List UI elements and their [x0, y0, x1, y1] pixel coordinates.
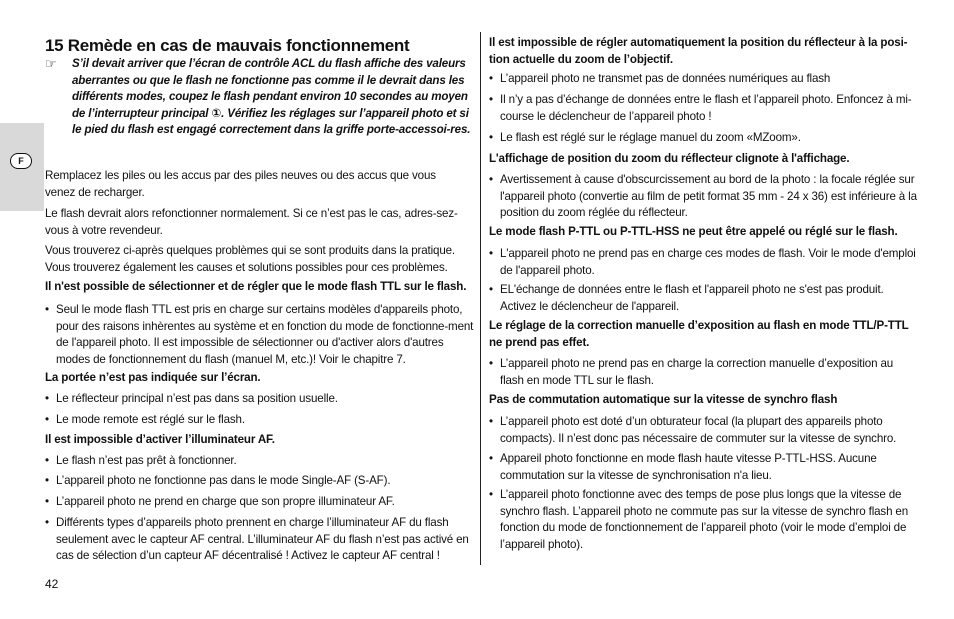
- heading-exposure-correction: Le réglage de la correction manuelle d’exposition au flash en mode TTL/P-TTL ne prend pas effet.: [489, 319, 909, 349]
- list-item: • L’appareil photo ne transmet pas de données numériques au flash: [489, 71, 919, 88]
- list-item: • L’appareil photo fonctionne avec des temps de pose plus longs que la vitesse de synchro flash. L’appareil photo ne commute pas sur la vitesse de synchro flash en fonction du mode de fonctionnement de l’appareil photo (voir le mode d’emploi de l’appareil photo).: [489, 487, 919, 553]
- list-item: • L’appareil photo ne prend en charge que son propre illuminateur AF.: [45, 494, 475, 511]
- page-number: 42: [45, 577, 59, 591]
- list-item: • L’appareil photo ne fonctionne pas dans le mode Single-AF (S-AF).: [45, 473, 475, 490]
- heading-range: La portée n’est pas indiquée sur l’écran.: [45, 371, 261, 384]
- list-item: • Le réflecteur principal n’est pas dans sa position usuelle.: [45, 391, 475, 408]
- language-tab: [0, 123, 44, 211]
- heading-zoom-blinks: L'affichage de position du zoom du réflecteur clignote à l'affichage.: [489, 152, 850, 165]
- list-item: • Le flash est réglé sur le réglage manuel du zoom «MZoom».: [489, 130, 919, 147]
- list-item: • L’appareil photo est doté d’un obturateur focal (la plupart des appareils photo compacts). Il n’est donc pas nécessaire de commuter sur la vitesse de synchro.: [489, 414, 919, 447]
- list-item: • Le mode remote est réglé sur le flash.: [45, 412, 475, 429]
- paragraph-1: Remplacez les piles ou les accus par des piles neuves ou des accus que vous venez de recharger.: [45, 169, 436, 199]
- list-item: • L’appareil photo ne prend pas en charge la correction manuelle d’exposition au flash en mode TTL sur le flash.: [489, 356, 919, 389]
- list-item: • EL'échange de données entre le flash et l'appareil photo ne s'est pas produit. Activez le déclencheur de l'appareil.: [489, 282, 919, 315]
- heading-sync-speed: Pas de commutation automatique sur la vitesse de synchro flash: [489, 393, 838, 406]
- page-title: 15 Remède en cas de mauvais fonctionnement: [45, 36, 410, 55]
- paragraph-2: Le flash devrait alors refonctionner normalement. Si ce n’est pas le cas, adres-sez-vous à votre revendeur.: [45, 207, 458, 237]
- paragraph-3: Vous trouverez ci-après quelques problèmes qui se sont produits dans la pratique. Vous trouverez également les causes et solutions possibles pour ces problèmes.: [45, 244, 455, 274]
- heading-ttl-only: Il n'est possible de sélectionner et de régler que le mode flash TTL sur le flash.: [45, 280, 467, 293]
- language-badge: F: [10, 153, 32, 169]
- list-item: • Seul le mode flash TTL est pris en charge sur certains modèles d'appareils photo, pour des raisons inhèrentes au système et en fonction du mode de fonctionne-ment de l'appareil photo. Il est impossible de sélectionner ou d'activer alors d'autres modes de fonctionnement du flash (manuel M, etc.)! Voir le chapitre 7.: [45, 302, 475, 368]
- list-item: • Avertissement à cause d'obscurcissement au bord de la photo : la focale réglée sur l'appareil photo (convertie au film de petit format 35 mm - 24 x 36) est inférieure à la position du zoom réglée du réflecteur.: [489, 172, 919, 222]
- pointing-hand-icon: ☞: [45, 56, 57, 71]
- list-item: • Le flash n’est pas prêt à fonctionner.: [45, 453, 475, 470]
- heading-zoom-position: Il est impossible de régler automatiquement la position du réflecteur à la posi-tion actuelle du zoom de l’objectif.: [489, 36, 908, 66]
- list-item: • Il n’y a pas d’échange de données entre le flash et l’appareil photo. Enfoncez à mi-course le déclencheur de l’appareil photo !: [489, 92, 919, 125]
- column-divider: [480, 32, 481, 565]
- list-item: • Appareil photo fonctionne en mode flash haute vitesse P-TTL-HSS. Aucune commutation sur la vitesse de synchronisation n'a lieu.: [489, 451, 919, 484]
- warning-paragraph: S’il devait arriver que l’écran de contrôle ACL du flash affiche des valeurs aberrantes ou que le flash ne fonctionne pas comme il le devrait dans les différents modes, coupez le flash pendant environ 10 secondes au moyen de l’interrupteur principal ①. Vérifiez les réglages sur l’appareil photo et si le pied du flash est engagé correctement dans la griffe porte-accessoi-res.: [72, 57, 471, 136]
- list-item: • Différents types d’appareils photo prennent en charge l’illuminateur AF du flash seulement avec le capteur AF central. L’illuminateur AF du flash n’est pas activé en cas de sélection d’un capteur AF décentralisé ! Activez le capteur AF central !: [45, 515, 475, 565]
- heading-pttl: Le mode flash P-TTL ou P-TTL-HSS ne peut être appelé ou réglé sur le flash.: [489, 225, 898, 238]
- list-item: • L'appareil photo ne prend pas en charge ces modes de flash. Voir le mode d'emploi de l'appareil photo.: [489, 246, 919, 279]
- heading-af-illuminator: Il est impossible d’activer l’illuminateur AF.: [45, 433, 275, 446]
